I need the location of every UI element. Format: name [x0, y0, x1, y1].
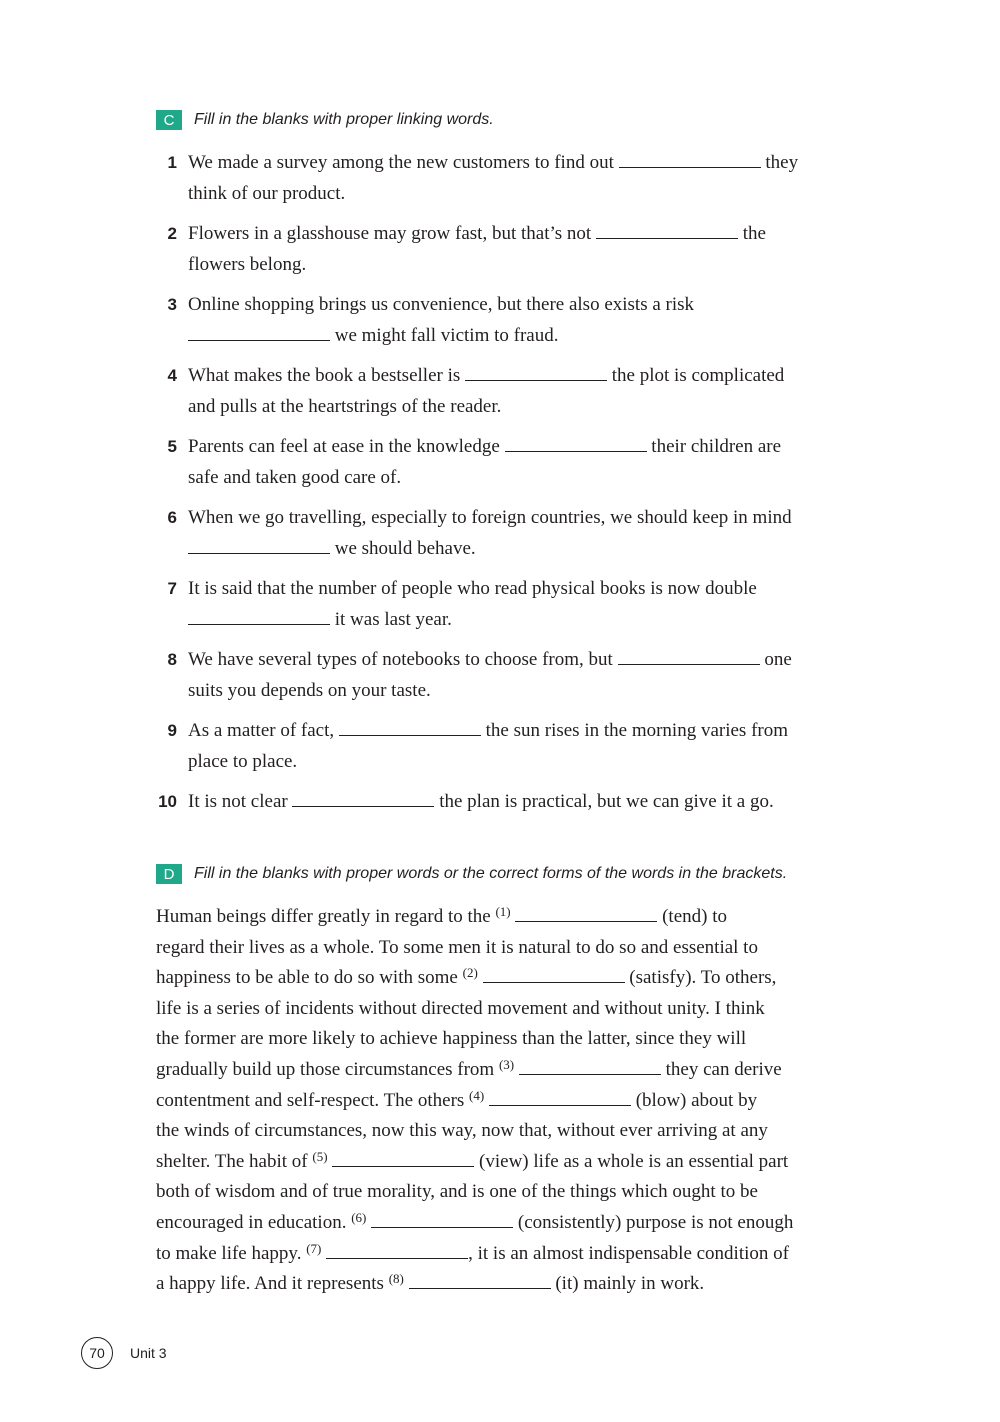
- section-d-badge: D: [156, 864, 182, 884]
- passage-text-segment: [478, 967, 483, 988]
- exercise-item: [152, 787, 872, 818]
- passage-text-segment: encouraged in education.: [156, 1211, 352, 1233]
- section-d-instruction: Fill in the blanks with proper words or the correct forms of the words in the brackets.: [194, 865, 788, 882]
- answer-blank[interactable]: [619, 166, 761, 168]
- item-text: [177, 219, 872, 280]
- item-number: 9: [167, 721, 177, 740]
- passage-text-segment: contentment and self-respect. The others: [156, 1089, 470, 1111]
- item-text-segment: suits you depends on your taste.: [188, 679, 431, 701]
- item-number: 2: [167, 224, 177, 243]
- item-text: [177, 290, 872, 351]
- item-text: [177, 574, 872, 635]
- item-line: [188, 747, 872, 778]
- exercise-item: [152, 361, 872, 422]
- item-line: [188, 179, 872, 210]
- passage-text-segment: [366, 1212, 371, 1233]
- blank-number: (5): [312, 1148, 328, 1164]
- exercise-item: [152, 432, 872, 493]
- item-text-segment: Parents can feel at ease in the knowledge: [188, 436, 505, 457]
- item-text-segment: When we go travelling, especially to foreign countries, we should keep in mind: [188, 507, 792, 528]
- blank-number: (1): [495, 904, 511, 919]
- passage-text-segment: [321, 1243, 326, 1264]
- item-text-segment: we should behave.: [330, 537, 476, 559]
- item-text: [177, 716, 872, 777]
- blank-number: (6): [351, 1209, 367, 1225]
- item-line: [188, 148, 872, 179]
- passage-text-segment: (it) mainly in work.: [550, 1273, 705, 1295]
- passage-text-segment: (blow) about by: [630, 1089, 758, 1111]
- item-number: 3: [167, 295, 177, 314]
- passage-line: [156, 1024, 876, 1055]
- item-text: [177, 787, 872, 818]
- section-c-exercise-list: [152, 148, 872, 828]
- passage-line: [156, 1055, 876, 1086]
- answer-blank[interactable]: [292, 805, 434, 807]
- item-line: [188, 361, 872, 392]
- passage-text-segment: happiness to be able to do so with some: [156, 967, 463, 989]
- passage-line: [156, 963, 876, 994]
- passage-text-segment: they can derive: [660, 1058, 782, 1080]
- answer-blank[interactable]: [339, 734, 481, 736]
- passage-text-segment: regard their lives as a whole. To some men it is natural to do so and essential to: [156, 936, 758, 958]
- section-d-passage: [156, 902, 876, 1300]
- passage-line: [156, 1239, 876, 1270]
- exercise-item: [152, 290, 872, 351]
- item-text-segment: they: [760, 152, 799, 173]
- item-line: [188, 605, 872, 636]
- passage-line: [156, 1269, 876, 1300]
- page-footer: [81, 1337, 167, 1369]
- item-line: [188, 250, 872, 281]
- item-line: [188, 290, 872, 321]
- passage-line: [156, 933, 876, 964]
- item-text: [177, 361, 872, 422]
- section-c-badge: C: [156, 110, 182, 130]
- exercise-item: [152, 148, 872, 209]
- answer-blank[interactable]: [483, 981, 625, 983]
- item-text-segment: think of our product.: [188, 182, 346, 204]
- answer-blank[interactable]: [465, 379, 607, 381]
- item-text-segment: Flowers in a glasshouse may grow fast, but that’s not: [188, 223, 596, 244]
- item-text-segment: the plan is practical, but we can give it a go.: [434, 791, 774, 812]
- item-text-segment: As a matter of fact,: [188, 720, 339, 741]
- blank-number: (7): [306, 1240, 322, 1256]
- answer-blank[interactable]: [505, 450, 647, 452]
- passage-text-segment: [328, 1151, 333, 1172]
- page-number: 70: [81, 1337, 113, 1369]
- item-line: [188, 716, 872, 747]
- passage-text-segment: Human beings differ greatly in regard to the: [156, 906, 496, 927]
- passage-text-segment: [484, 1090, 489, 1111]
- item-text-segment: the sun rises in the morning varies from: [480, 720, 788, 741]
- exercise-item: [152, 503, 872, 564]
- passage-text-segment: (tend) to: [657, 906, 728, 927]
- section-c-heading: [156, 110, 494, 130]
- item-number: 8: [167, 650, 177, 669]
- item-line: [188, 676, 872, 707]
- item-line: [188, 463, 872, 494]
- passage-text-segment: the winds of circumstances, now this way, now that, without ever arriving at any: [156, 1120, 768, 1142]
- answer-blank[interactable]: [326, 1257, 468, 1259]
- item-line: [188, 787, 872, 818]
- answer-blank[interactable]: [371, 1226, 513, 1228]
- passage-text-segment: (view) life as a whole is an essential part: [474, 1150, 789, 1172]
- item-text: [177, 645, 872, 706]
- passage-line: [156, 1177, 876, 1208]
- blank-number: (2): [462, 965, 478, 981]
- passage-text-segment: shelter. The habit of: [156, 1150, 313, 1172]
- exercise-item: [152, 219, 872, 280]
- answer-blank[interactable]: [409, 1287, 551, 1289]
- item-number: 6: [167, 508, 177, 527]
- item-line: [188, 219, 872, 250]
- item-text-segment: safe and taken good care of.: [188, 466, 402, 488]
- item-number: 1: [167, 153, 177, 172]
- item-number: 5: [167, 437, 177, 456]
- exercise-item: [152, 645, 872, 706]
- item-text-segment: We made a survey among the new customers to find out: [188, 152, 619, 173]
- passage-line: [156, 1208, 876, 1239]
- item-text-segment: it was last year.: [330, 608, 452, 630]
- item-text-segment: their children are: [646, 436, 782, 457]
- passage-line: [156, 1116, 876, 1147]
- item-line: [188, 574, 872, 605]
- passage-text-segment: (consistently) purpose is not enough: [513, 1211, 794, 1233]
- item-line: [188, 534, 872, 565]
- item-text-segment: the: [737, 223, 766, 244]
- blank-number: (3): [498, 1056, 515, 1072]
- item-line: [188, 321, 872, 352]
- item-line: [188, 392, 872, 423]
- item-text-segment: flowers belong.: [188, 253, 307, 275]
- section-d-heading: [156, 864, 787, 884]
- item-line: [188, 432, 872, 463]
- passage-line: [156, 902, 876, 933]
- item-text-segment: What makes the book a bestseller is: [188, 365, 466, 386]
- answer-blank[interactable]: [188, 623, 330, 625]
- section-c-instruction: Fill in the blanks with proper linking words.: [194, 111, 494, 128]
- item-text-segment: It is not clear: [188, 791, 293, 812]
- exercise-item: [152, 574, 872, 635]
- item-number: 4: [167, 366, 177, 385]
- item-text: [177, 432, 872, 493]
- passage-line: [156, 994, 876, 1025]
- answer-blank[interactable]: [515, 920, 657, 922]
- passage-text-segment: the former are more likely to achieve happiness than the latter, since they will: [156, 1028, 747, 1050]
- item-line: [188, 645, 872, 676]
- item-text: [177, 148, 872, 209]
- passage-text-segment: to make life happy.: [156, 1242, 307, 1264]
- passage-text-segment: both of wisdom and of true morality, and is one of the things which ought to be: [156, 1181, 758, 1203]
- item-text-segment: Online shopping brings us convenience, but there also exists a risk: [188, 294, 695, 315]
- item-number: 10: [158, 792, 177, 811]
- unit-label: Unit 3: [130, 1345, 167, 1361]
- passage-text-segment: gradually build up those circumstances from: [156, 1058, 499, 1080]
- blank-number: (8): [388, 1271, 404, 1287]
- blank-number: (4): [469, 1087, 485, 1103]
- item-number: 7: [167, 579, 177, 598]
- passage-text-segment: a happy life. And it represents: [156, 1273, 389, 1295]
- exercise-item: [152, 716, 872, 777]
- passage-text-segment: [514, 1059, 519, 1080]
- item-text-segment: It is said that the number of people who read physical books is now double: [188, 578, 757, 599]
- item-text: [177, 503, 872, 564]
- item-text-segment: We have several types of notebooks to choose from, but: [188, 649, 618, 670]
- answer-blank[interactable]: [519, 1073, 661, 1075]
- item-line: [188, 503, 872, 534]
- item-text-segment: the plot is complicated: [607, 365, 785, 386]
- item-text-segment: we might fall victim to fraud.: [330, 324, 559, 346]
- passage-text-segment: (satisfy). To others,: [624, 967, 777, 989]
- answer-blank[interactable]: [596, 237, 738, 239]
- passage-text-segment: [404, 1273, 409, 1294]
- item-text-segment: one: [759, 649, 792, 670]
- passage-line: [156, 1086, 876, 1117]
- item-text-segment: place to place.: [188, 750, 298, 772]
- passage-text-segment: , it is an almost indispensable condition of: [468, 1242, 789, 1264]
- answer-blank[interactable]: [332, 1165, 474, 1167]
- passage-text-segment: [511, 906, 516, 927]
- passage-line: [156, 1147, 876, 1178]
- answer-blank[interactable]: [618, 663, 760, 665]
- answer-blank[interactable]: [188, 339, 330, 341]
- answer-blank[interactable]: [188, 552, 330, 554]
- answer-blank[interactable]: [489, 1104, 631, 1106]
- passage-text-segment: life is a series of incidents without directed movement and without unity. I think: [156, 997, 765, 1019]
- item-text-segment: and pulls at the heartstrings of the reader.: [188, 395, 502, 417]
